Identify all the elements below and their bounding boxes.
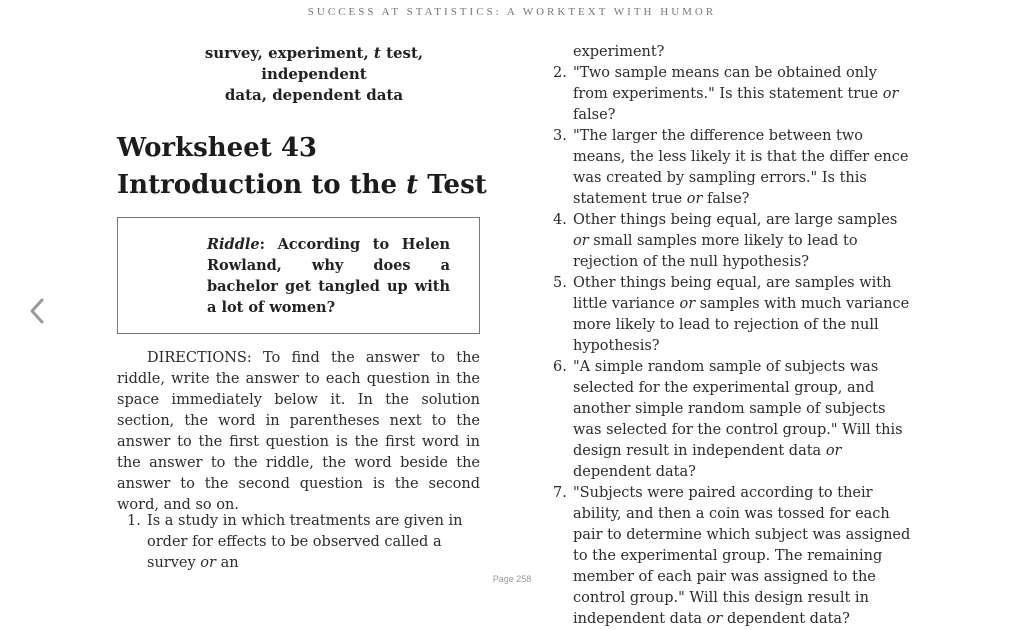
question-number: 1. <box>127 513 141 529</box>
question-number: 4. <box>553 212 567 228</box>
question-number: 3. <box>553 128 567 144</box>
keywords-line-1: survey, experiment, t test, independent <box>204 44 424 83</box>
question-number: 6. <box>553 359 567 375</box>
keywords-line-2: data, dependent data <box>224 86 404 104</box>
question-6 <box>553 357 913 483</box>
question-list <box>553 42 913 630</box>
question-2 <box>553 63 913 126</box>
worksheet-subtitle: Introduction to the t Test <box>117 170 487 200</box>
question-number: 2. <box>553 65 567 81</box>
previous-page-button[interactable] <box>26 296 48 326</box>
question-number: 5. <box>553 275 567 291</box>
question-3 <box>553 126 913 210</box>
running-header: SUCCESS AT STATISTICS: A WORKTEXT WITH HUMOR <box>307 6 717 18</box>
keywords <box>150 43 478 106</box>
question-1 <box>127 511 487 574</box>
question-text: Is a study in which treatments are given in order for effects to be observed called a survey or an <box>147 513 463 571</box>
question-5 <box>553 273 913 357</box>
question-4 <box>553 210 913 273</box>
question-text: Other things being equal, are samples with little variance or samples with much variance more likely to lead to rejection of the null hypothesis? <box>573 275 910 354</box>
chevron-left-icon <box>26 296 48 326</box>
question-number: 7. <box>553 485 567 501</box>
page-number: Page 258 <box>492 574 532 584</box>
question-text: "Subjects were paired according to their ability, and then a coin was tossed for each pair to determine which subject was assigned to the experimental group. The remaining member of each pair was assigned to the control group." Will this design result in independent data or dependent data? <box>573 485 911 627</box>
riddle-text: Riddle: According to Helen Rowland, why does a bachelor get tangled up with a lot of women? <box>207 236 450 316</box>
riddle-box <box>117 217 480 334</box>
worksheet-title <box>117 130 497 204</box>
directions-paragraph: DIRECTIONS: To find the answer to the riddle, write the answer to each question in the space immediately below it. In the solution section, the word in parentheses next to the answer to the first question is the first word in the answer to the riddle, the word beside the answer to the second question is the second word, and so on. <box>117 350 480 513</box>
question-text: "A simple random sample of subjects was selected for the experimental group, and another simple random sample of subjects was selected for the control group." Will this design result in independent data or dependent data? <box>573 359 903 480</box>
riddle-label: Riddle <box>207 236 260 253</box>
question-1-continuation: experiment? <box>573 44 665 60</box>
question-text: Other things being equal, are large samples or small samples more likely to lead to rejection of the null hypothesis? <box>573 212 898 270</box>
question-text: "Two sample means can be obtained only from experiments." Is this statement true or false? <box>573 65 899 123</box>
question-text: "The larger the difference between two means, the less likely it is that the differ ence was created by sampling errors." Is this statement true or false? <box>573 128 909 207</box>
worksheet-number: Worksheet 43 <box>117 133 318 163</box>
question-7 <box>553 483 913 630</box>
